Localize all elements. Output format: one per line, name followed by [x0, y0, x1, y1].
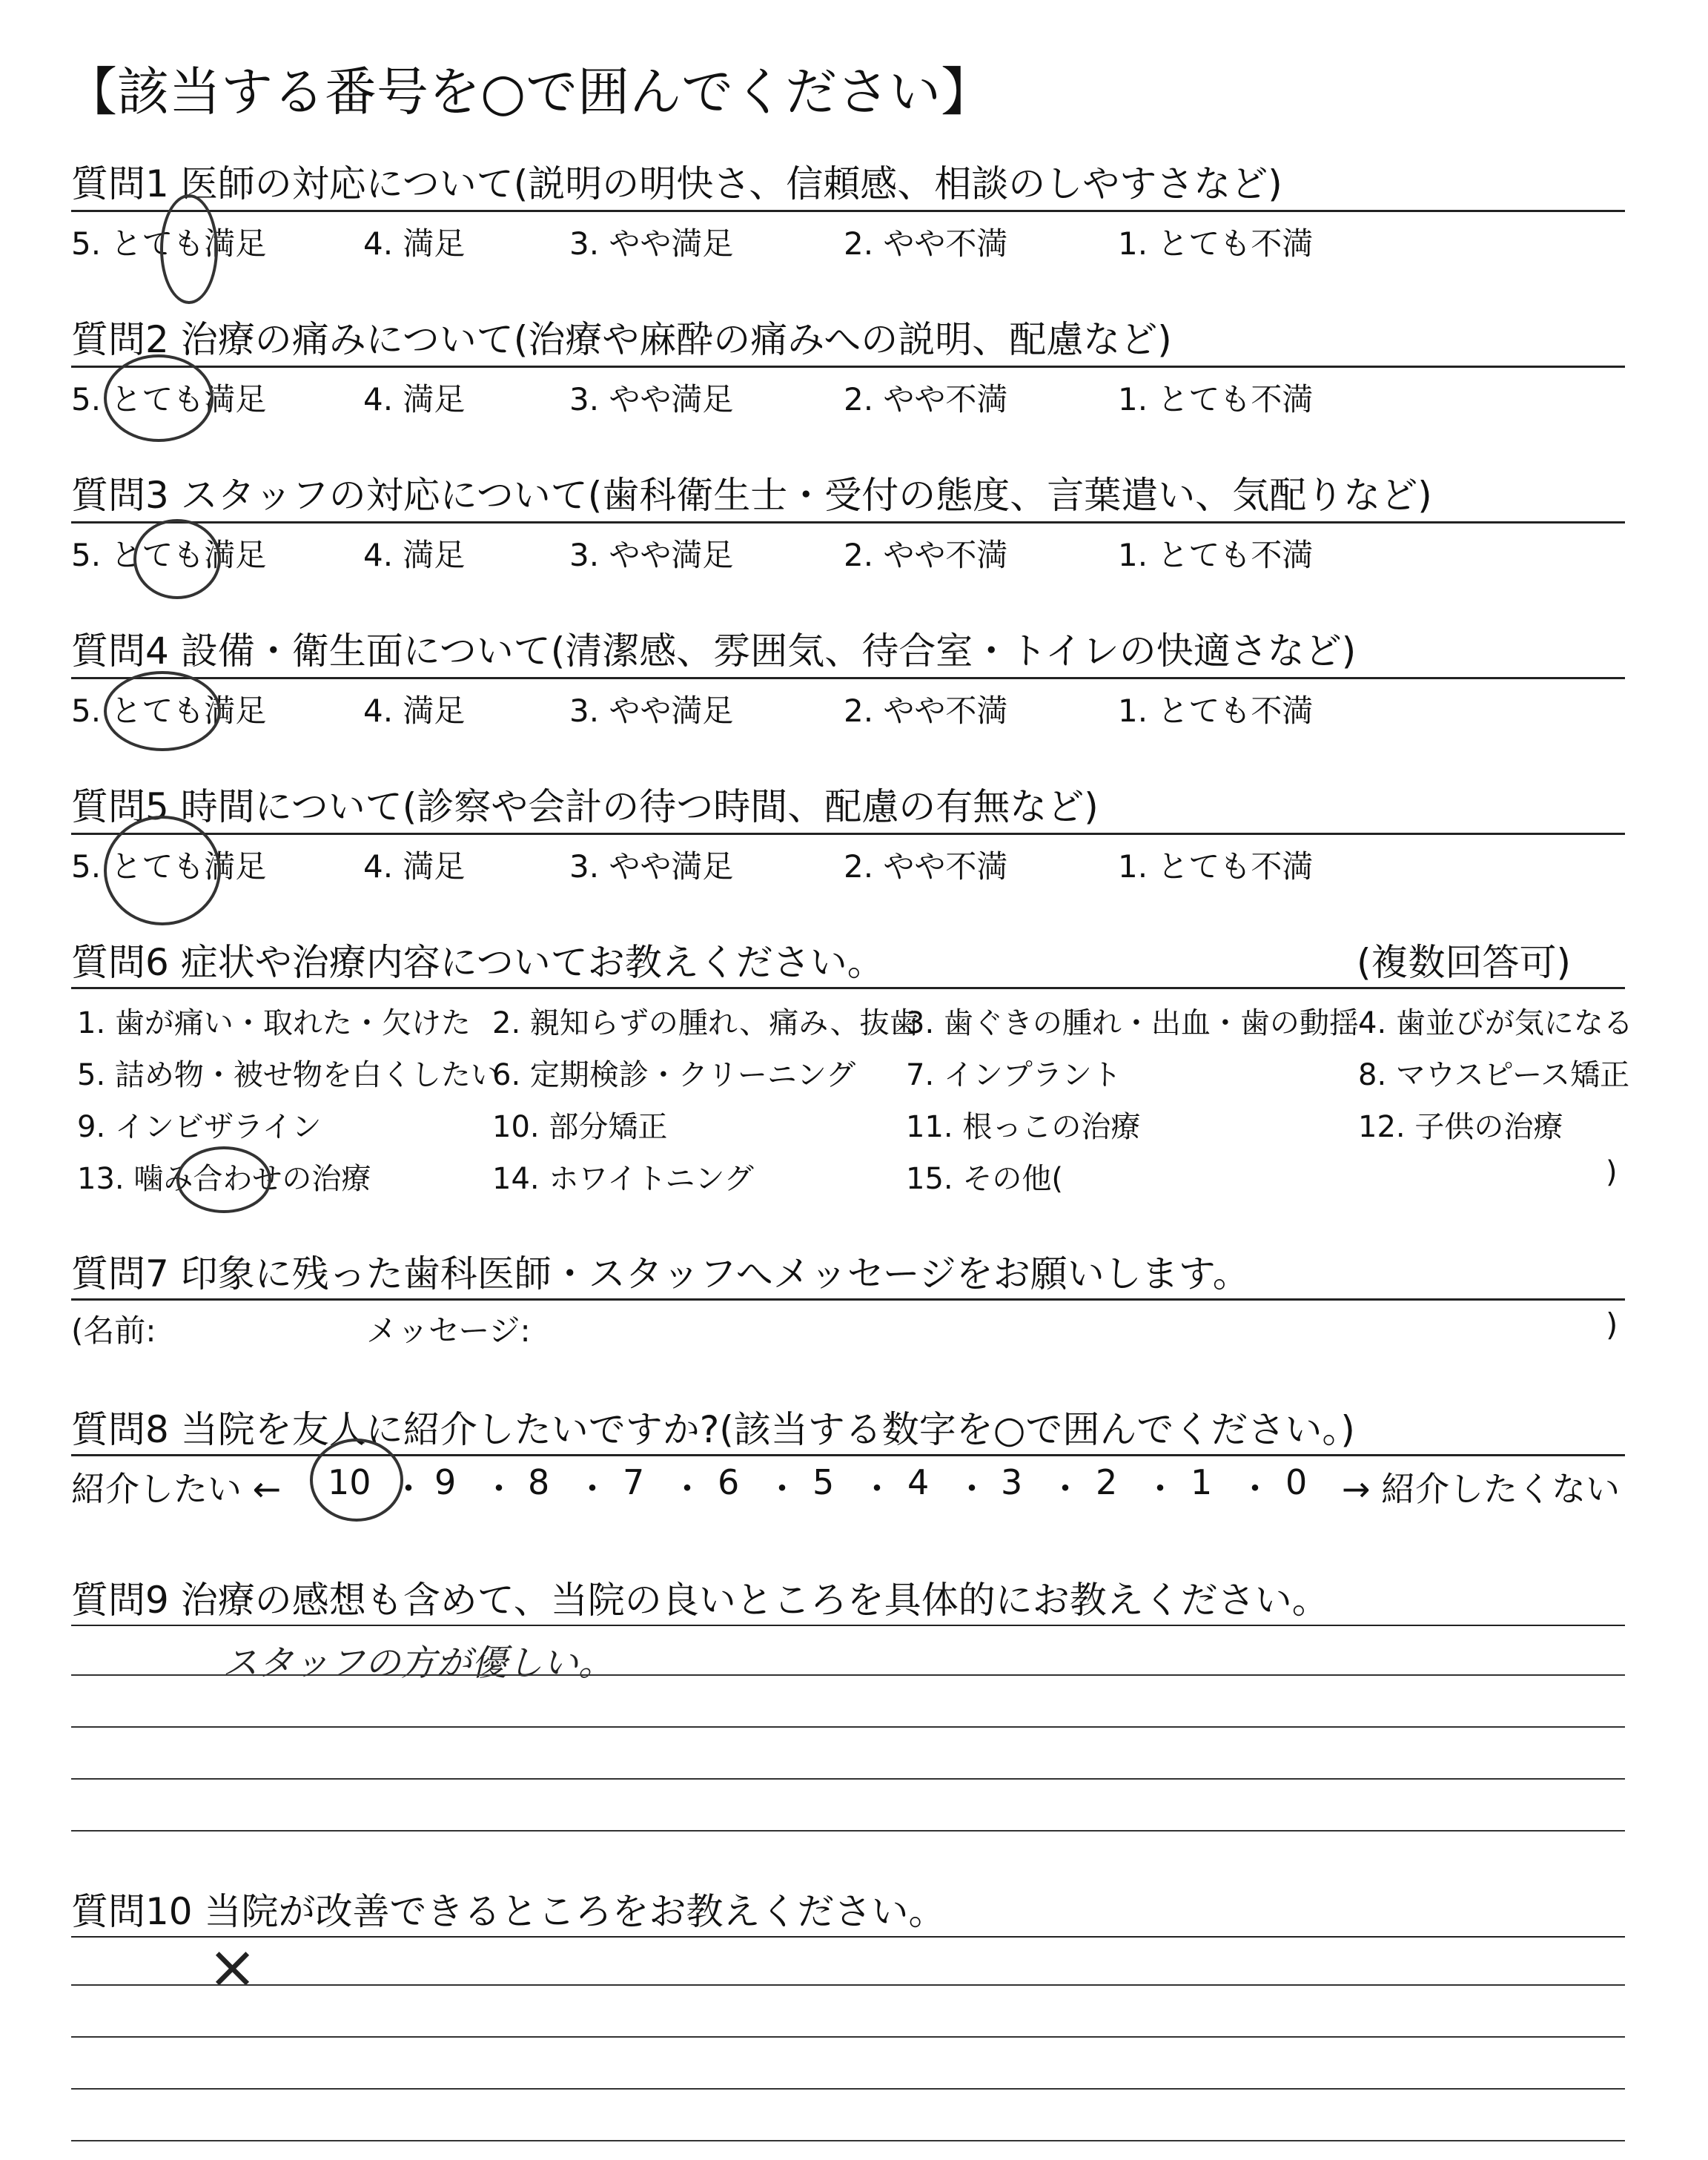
- q3-option-2[interactable]: 2. やや不満: [844, 537, 1008, 573]
- q8-scale-6[interactable]: 6: [718, 1462, 740, 1502]
- q6-option-1[interactable]: 1. 歯が痛い・取れた・欠けた: [77, 1006, 471, 1040]
- q9-handwritten-answer: スタッフの方が優しい。: [222, 1642, 615, 1684]
- selection-circle-mark: [133, 519, 221, 599]
- answer-line: [71, 1984, 1625, 1986]
- q2-option-2[interactable]: 2. やや不満: [844, 381, 1008, 417]
- q4-option-5[interactable]: 5. とても満足: [71, 693, 267, 729]
- q6-option-11[interactable]: 11. 根っこの治療: [906, 1110, 1141, 1144]
- q6-option-4[interactable]: 4. 歯並びが気になる: [1358, 1006, 1633, 1040]
- answer-line: [71, 2088, 1625, 2090]
- divider: [71, 987, 1625, 989]
- selection-circle-mark: [104, 816, 221, 925]
- q8-scale-3[interactable]: 3: [1001, 1462, 1023, 1502]
- q3-option-4[interactable]: 4. 満足: [363, 537, 466, 573]
- q1-option-5[interactable]: 5. とても満足: [71, 225, 267, 262]
- q6-option-7[interactable]: 7. インプラント: [906, 1058, 1122, 1092]
- q7-message-label: メッセージ:: [366, 1312, 531, 1349]
- q1-option-1[interactable]: 1. とても不満: [1118, 225, 1314, 262]
- q3-option-1[interactable]: 1. とても不満: [1118, 537, 1314, 573]
- answer-line: [71, 1830, 1625, 1832]
- q8-scale-10[interactable]: 10: [328, 1462, 371, 1502]
- q8-scale-5[interactable]: 5: [812, 1462, 835, 1502]
- q8-right-label: → 紹介したくない: [1342, 1469, 1621, 1509]
- divider: [71, 1625, 1625, 1626]
- q4-option-2[interactable]: 2. やや不満: [844, 693, 1008, 729]
- q6-option-6[interactable]: 6. 定期検診・クリーニング: [492, 1058, 856, 1092]
- q6-option-12[interactable]: 12. 子供の治療: [1358, 1110, 1563, 1144]
- q4-option-1[interactable]: 1. とても不満: [1118, 693, 1314, 729]
- q6-option-5[interactable]: 5. 詰め物・被せ物を白くしたい: [77, 1058, 500, 1092]
- q8-scale-4[interactable]: 4: [907, 1462, 930, 1502]
- q8-scale-8[interactable]: 8: [528, 1462, 550, 1502]
- answer-line: [71, 1778, 1625, 1780]
- q6-option-13[interactable]: 13. 噛み合わせの治療: [77, 1162, 371, 1196]
- q8-scale-7[interactable]: 7: [623, 1462, 645, 1502]
- q2-option-3[interactable]: 3. やや満足: [569, 381, 734, 417]
- divider: [71, 1298, 1625, 1301]
- q2-option-5[interactable]: 5. とても満足: [71, 381, 267, 417]
- question-8-title: 質問8 当院を友人に紹介したいですか?(該当する数字を○で囲んでください。): [71, 1408, 1355, 1451]
- q6-option-10[interactable]: 10. 部分矯正: [492, 1110, 668, 1144]
- selection-circle-mark: [104, 671, 221, 751]
- divider: [71, 521, 1625, 524]
- selection-circle-mark: [310, 1439, 403, 1522]
- q5-option-2[interactable]: 2. やや不満: [844, 848, 1008, 885]
- q8-scale-dot: ・: [765, 1469, 799, 1509]
- question-6-title: 質問6 症状や治療内容についてお教えください。: [71, 941, 884, 984]
- q8-scale-dot: ・: [860, 1469, 894, 1509]
- q6-other-close: ): [1606, 1155, 1618, 1189]
- divider: [71, 833, 1625, 835]
- q10-handwritten-answer: ×: [208, 1932, 258, 2001]
- q8-left-label: 紹介したい ←: [71, 1469, 282, 1509]
- q1-option-4[interactable]: 4. 満足: [363, 225, 466, 262]
- q6-option-8[interactable]: 8. マウスピース矯正: [1358, 1058, 1630, 1092]
- q7-name-label: (名前:: [71, 1312, 156, 1349]
- q5-option-1[interactable]: 1. とても不満: [1118, 848, 1314, 885]
- question-4-title: 質問4 設備・衛生面について(清潔感、雰囲気、待合室・トイレの快適さなど): [71, 630, 1357, 673]
- question-7-title: 質問7 印象に残った歯科医師・スタッフへメッセージをお願いします。: [71, 1252, 1250, 1295]
- form-instruction: 【該当する番号を○で囲んでください】: [65, 62, 993, 122]
- divider: [71, 366, 1625, 368]
- q4-option-3[interactable]: 3. やや満足: [569, 693, 734, 729]
- answer-line: [71, 2036, 1625, 2038]
- q3-option-3[interactable]: 3. やや満足: [569, 537, 734, 573]
- q6-option-15[interactable]: 15. その他(: [906, 1162, 1063, 1196]
- q6-option-2[interactable]: 2. 親知らずの腫れ、痛み、抜歯: [492, 1006, 919, 1040]
- q1-option-2[interactable]: 2. やや不満: [844, 225, 1008, 262]
- divider: [71, 210, 1625, 212]
- q8-scale-9[interactable]: 9: [434, 1462, 457, 1502]
- q8-scale-dot: ・: [1143, 1469, 1177, 1509]
- q7-close: ): [1606, 1307, 1618, 1343]
- q8-scale-dot: ・: [482, 1469, 516, 1509]
- q2-option-4[interactable]: 4. 満足: [363, 381, 466, 417]
- q1-option-3[interactable]: 3. やや満足: [569, 225, 734, 262]
- q8-scale-2[interactable]: 2: [1096, 1462, 1118, 1502]
- question-2-title: 質問2 治療の痛みについて(治療や麻酔の痛みへの説明、配慮など): [71, 318, 1172, 361]
- q8-scale-dot: ・: [955, 1469, 989, 1509]
- divider: [71, 677, 1625, 679]
- q6-option-14[interactable]: 14. ホワイトニング: [492, 1162, 754, 1196]
- q3-option-5[interactable]: 5. とても満足: [71, 537, 267, 573]
- divider: [71, 1454, 1625, 1456]
- question-1-title: 質問1 医師の対応について(説明の明快さ、信頼感、相談のしやすさなど): [71, 162, 1282, 205]
- selection-circle-mark: [104, 354, 214, 442]
- q8-scale-dot: ・: [1238, 1469, 1272, 1509]
- q4-option-4[interactable]: 4. 満足: [363, 693, 466, 729]
- q6-option-9[interactable]: 9. インビザライン: [77, 1110, 322, 1144]
- question-6-note: (複数回答可): [1357, 941, 1572, 984]
- q8-scale-0[interactable]: 0: [1285, 1462, 1308, 1502]
- q8-scale-dot: ・: [1048, 1469, 1082, 1509]
- q8-scale-dot: ・: [391, 1469, 426, 1509]
- question-5-title: 質問5 時間について(診察や会計の待つ時間、配慮の有無など): [71, 785, 1099, 828]
- answer-line: [71, 1674, 1625, 1676]
- selection-circle-mark: [176, 1146, 271, 1213]
- q2-option-1[interactable]: 1. とても不満: [1118, 381, 1314, 417]
- q8-scale-1[interactable]: 1: [1191, 1462, 1213, 1502]
- q5-option-4[interactable]: 4. 満足: [363, 848, 466, 885]
- q8-scale-dot: ・: [670, 1469, 704, 1509]
- question-3-title: 質問3 スタッフの対応について(歯科衛生士・受付の態度、言葉遣い、気配りなど): [71, 474, 1432, 517]
- q8-scale-dot: ・: [575, 1469, 609, 1509]
- question-10-title: 質問10 当院が改善できるところをお教えください。: [71, 1890, 946, 1933]
- q6-option-3[interactable]: 3. 歯ぐきの腫れ・出血・歯の動揺: [906, 1006, 1359, 1040]
- q5-option-3[interactable]: 3. やや満足: [569, 848, 734, 885]
- answer-line: [71, 2140, 1625, 2141]
- q5-option-5[interactable]: 5. とても満足: [71, 848, 267, 885]
- divider: [71, 1936, 1625, 1938]
- selection-circle-mark: [160, 194, 218, 304]
- answer-line: [71, 1726, 1625, 1728]
- question-9-title: 質問9 治療の感想も含めて、当院の良いところを具体的にお教えください。: [71, 1579, 1329, 1622]
